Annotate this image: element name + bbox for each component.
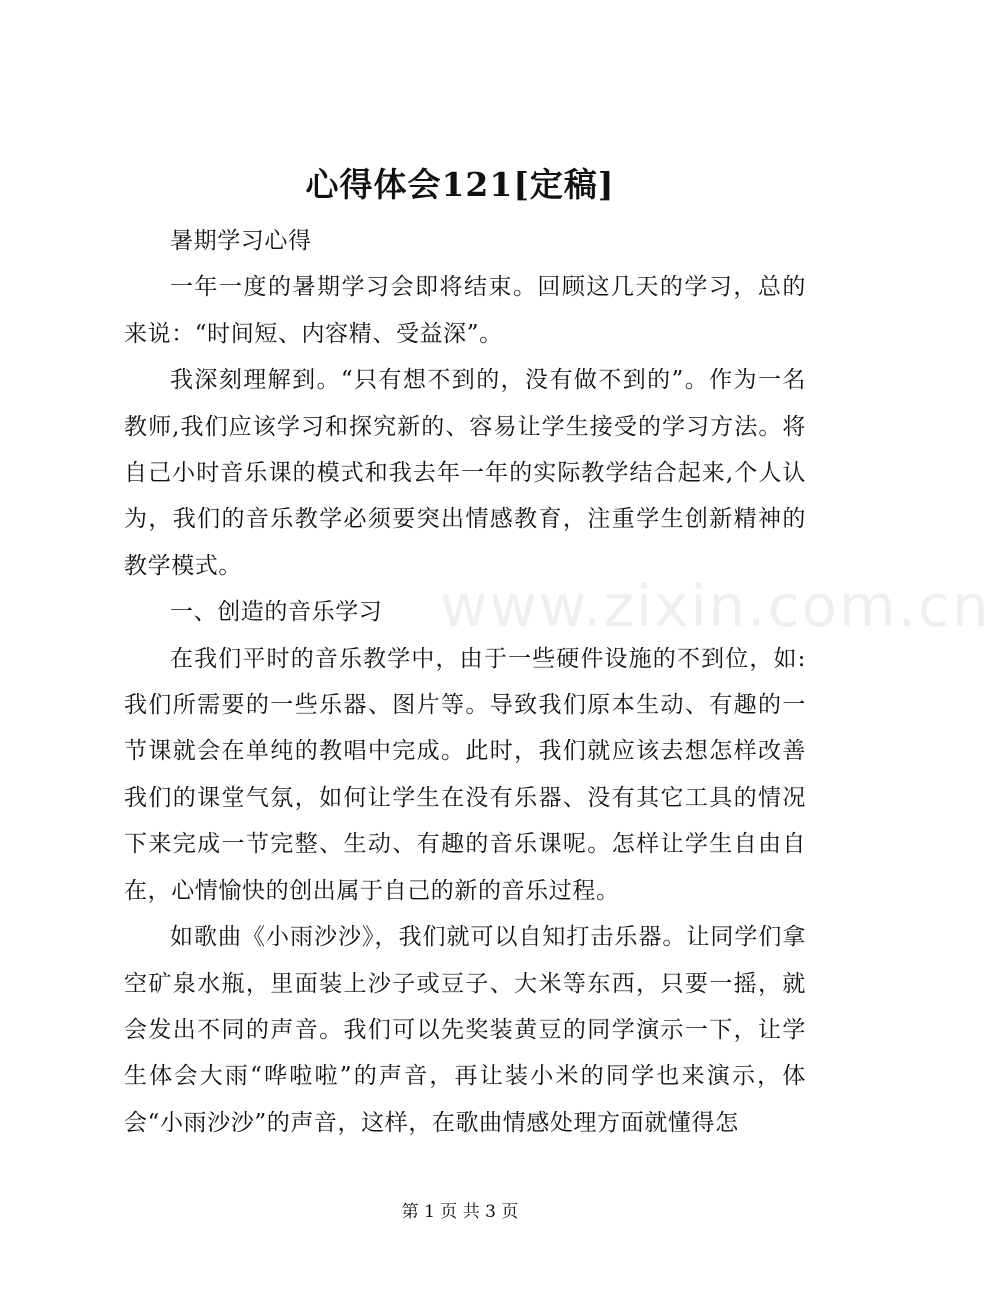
- paragraph-intro: 一年一度的暑期学习会即将结束。回顾这几天的学习，总的来说：“时间短、内容精、受益深”。: [124, 274, 806, 347]
- section-heading-creative-music: 一、创造的音乐学习: [170, 599, 383, 626]
- document-body: [124, 218, 806, 1146]
- watermark: www.zixin.com.cn: [440, 572, 991, 640]
- paragraph-classroom: 在我们平时的音乐教学中，由于一些硬件设施的不到位，如:我们所需要的一些乐器、图片等。导致我们原本生动、有趣的一节课就会在单纯的教唱中完成。此时，我们就应该去想怎样改善我们的课堂气氛，如何让学生在没有乐器、没有其它工具的情况下来完成一节完整、生动、有趣的音乐课呢。怎样让学生自由自在，心情愉快的创出属于自己的新的音乐过程。: [124, 645, 806, 904]
- paragraph-subtitle: 暑期学习心得: [170, 228, 312, 254]
- paragraph-song-example: 如歌曲《小雨沙沙》，我们就可以自知打击乐器。让同学们拿空矿泉水瓶，里面装上沙子或豆子、大米等东西，只要一摇，就会发出不同的声音。我们可以先奖装黄豆的同学演示一下，让学生体会大雨“哗啦啦”的声音，再让装小米的同学也来演示，体会“小雨沙沙”的声音，这样，在歌曲情感处理方面就懂得怎: [124, 924, 806, 1136]
- paragraph-understanding: 我深刻理解到。“只有想不到的，没有做不到的”。作为一名教师,我们应该学习和探究新的、容易让学生接受的学习方法。将自己小时音乐课的模式和我去年一年的实际教学结合起来,个人认为，我们的音乐教学必须要突出情感教育，注重学生创新精神的教学模式。: [124, 367, 806, 579]
- document-title: 心得体会121[定稿]: [305, 165, 615, 204]
- page-footer: 第 1 页 共 3 页: [401, 1202, 519, 1222]
